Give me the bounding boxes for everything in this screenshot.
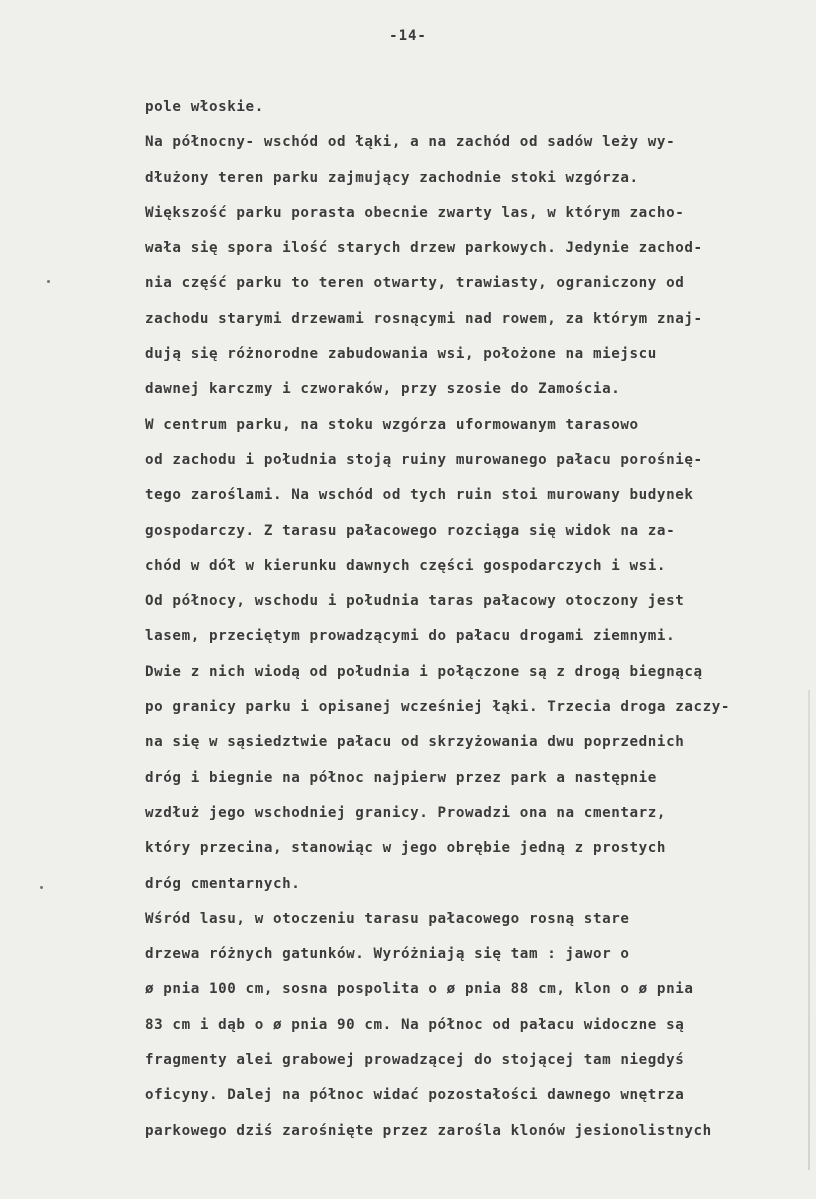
- text-line: pole włoskie.: [145, 99, 264, 115]
- text-line: dawnej karczmy i czworaków, przy szosie do Zamościa.: [145, 381, 621, 398]
- text-line: Większość parku porasta obecnie zwarty las, w którym zacho-: [145, 204, 685, 221]
- text-line: który przecina, stanowiąc w jego obrębie jedną z prostych: [145, 840, 667, 857]
- margin-dot: [40, 886, 43, 889]
- text-line: dłużony teren parku zajmujący zachodnie stoki wzgórza.: [145, 169, 639, 186]
- text-line: 83 cm i dąb o ø pnia 90 cm. Na północ od pałacu widoczne są: [145, 1016, 685, 1033]
- text-line: na się w sąsiedztwie pałacu od skrzyżowania dwu poprzednich: [145, 734, 685, 751]
- text-line: dują się różnorodne zabudowania wsi, położone na miejscu: [145, 346, 657, 363]
- page-number: -14-: [389, 28, 427, 44]
- text-line: tego zaroślami. Na wschód od tych ruin stoi murowany budynek: [145, 487, 694, 504]
- text-line: od zachodu i południa stoją ruiny murowanego pałacu porośnię-: [145, 451, 703, 468]
- text-line: chód w dół w kierunku dawnych części gospodarczych i wsi.: [145, 557, 667, 574]
- body-text: [145, 90, 805, 1149]
- text-line: parkowego dziś zarośnięte przez zarośla klonów jesionolistnych: [145, 1122, 712, 1139]
- text-line: Dwie z nich wiodą od południa i połączone są z drogą biegnącą: [145, 663, 703, 680]
- text-line: wzdłuż jego wschodniej granicy. Prowadzi ona na cmentarz,: [145, 804, 667, 821]
- text-line: drzewa różnych gatunków. Wyróżniają się tam : jawor o: [145, 946, 630, 963]
- text-line: zachodu starymi drzewami rosnącymi nad rowem, za którym znaj-: [145, 310, 703, 327]
- text-line: po granicy parku i opisanej wcześniej łąki. Trzecia droga zaczy-: [145, 699, 731, 716]
- text-line: fragmenty alei grabowej prowadzącej do stojącej tam niegdyś: [145, 1052, 685, 1069]
- text-line: oficyny. Dalej na północ widać pozostałości dawnego wnętrza: [145, 1087, 685, 1104]
- text-line: ø pnia 100 cm, sosna pospolita o ø pnia 88 cm, klon o ø pnia: [145, 981, 694, 998]
- text-line: wała się spora ilość starych drzew parkowych. Jedynie zachod-: [145, 240, 703, 257]
- text-line: nia część parku to teren otwarty, trawiasty, ograniczony od: [145, 275, 685, 292]
- text-line: lasem, przeciętym prowadzącymi do pałacu drogami ziemnymi.: [145, 628, 676, 645]
- text-line: Od północy, wschodu i południa taras pałacowy otoczony jest: [145, 593, 685, 610]
- text-line: W centrum parku, na stoku wzgórza uformowanym tarasowo: [145, 416, 639, 433]
- margin-dot: [47, 280, 50, 283]
- text-line: Wśród lasu, w otoczeniu tarasu pałacowego rosną stare: [145, 910, 630, 927]
- text-line: gospodarczy. Z tarasu pałacowego rozciąga się widok na za-: [145, 522, 676, 539]
- text-line: Na północny- wschód od łąki, a na zachód od sadów leży wy-: [145, 134, 676, 151]
- page-edge-shadow: [808, 690, 810, 1170]
- text-line: dróg i biegnie na północ najpierw przez park a następnie: [145, 769, 657, 786]
- text-line: dróg cmentarnych.: [145, 875, 301, 892]
